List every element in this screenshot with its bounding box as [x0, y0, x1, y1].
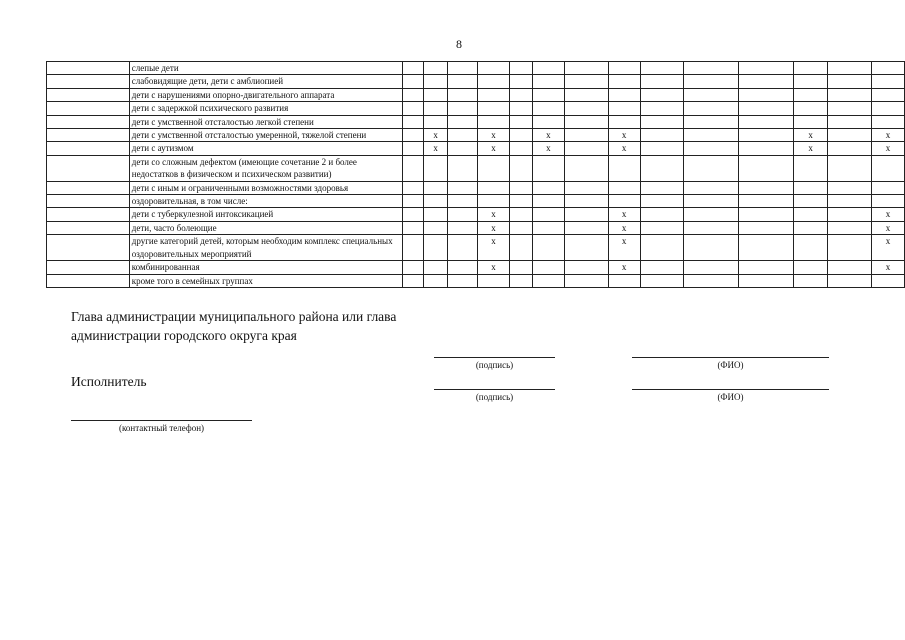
mark-cell — [794, 88, 828, 101]
row-label: дети, часто болеющие — [129, 221, 402, 234]
mark-cell — [794, 181, 828, 194]
mark-cell — [509, 88, 532, 101]
row-group-cell — [47, 75, 130, 88]
mark-cell — [509, 102, 532, 115]
row-group-cell — [47, 142, 130, 155]
name-caption-1: (ФИО) — [717, 360, 744, 370]
row-group-cell — [47, 129, 130, 142]
mark-cell — [532, 274, 564, 287]
mark-cell — [478, 75, 510, 88]
table-row — [47, 102, 905, 115]
mark-cell — [448, 261, 478, 274]
mark-cell — [739, 235, 794, 261]
mark-cell — [448, 142, 478, 155]
mark-cell — [794, 102, 828, 115]
mark-cell — [828, 62, 872, 75]
mark-cell — [448, 129, 478, 142]
mark-cell — [509, 115, 532, 128]
row-group-cell — [47, 181, 130, 194]
mark-cell — [424, 261, 448, 274]
mark-cell — [424, 274, 448, 287]
mark-cell — [871, 115, 904, 128]
mark-cell — [640, 155, 684, 181]
mark-cell: x — [794, 142, 828, 155]
mark-cell — [871, 195, 904, 208]
mark-cell: x — [478, 208, 510, 221]
mark-cell — [448, 221, 478, 234]
mark-cell — [608, 195, 640, 208]
table-row — [47, 181, 905, 194]
mark-cell — [532, 235, 564, 261]
table-row — [47, 88, 905, 101]
table-row — [47, 261, 905, 274]
row-group-cell — [47, 274, 130, 287]
row-label: дети с нарушениями опорно-двигательного аппарата — [129, 88, 402, 101]
mark-cell — [608, 88, 640, 101]
table-row — [47, 274, 905, 287]
mark-cell — [564, 129, 608, 142]
mark-cell — [794, 115, 828, 128]
mark-cell — [794, 208, 828, 221]
mark-cell — [739, 88, 794, 101]
row-group-cell — [47, 261, 130, 274]
mark-cell — [532, 208, 564, 221]
mark-cell — [403, 181, 424, 194]
mark-cell — [640, 88, 684, 101]
mark-cell — [739, 62, 794, 75]
mark-cell — [794, 274, 828, 287]
head-title: Глава администрации муниципального района или глава администрации городского округа края — [71, 309, 397, 343]
mark-cell — [478, 181, 510, 194]
mark-cell: x — [478, 221, 510, 234]
mark-cell — [532, 102, 564, 115]
mark-cell — [509, 195, 532, 208]
mark-cell — [532, 155, 564, 181]
mark-cell — [739, 129, 794, 142]
row-group-cell — [47, 102, 130, 115]
mark-cell — [509, 129, 532, 142]
mark-cell — [828, 88, 872, 101]
mark-cell — [739, 75, 794, 88]
mark-cell — [424, 195, 448, 208]
mark-cell — [794, 195, 828, 208]
mark-cell — [739, 274, 794, 287]
row-label: дети с умственной отсталостью умеренной, тяжелой степени — [129, 129, 402, 142]
mark-cell — [640, 221, 684, 234]
row-group-cell — [47, 221, 130, 234]
mark-cell — [403, 195, 424, 208]
mark-cell — [478, 274, 510, 287]
mark-cell — [448, 75, 478, 88]
mark-cell — [478, 62, 510, 75]
mark-cell — [532, 181, 564, 194]
table-row — [47, 155, 905, 181]
row-group-cell — [47, 208, 130, 221]
mark-cell — [403, 221, 424, 234]
mark-cell — [871, 75, 904, 88]
row-group-cell — [47, 195, 130, 208]
mark-cell — [640, 195, 684, 208]
mark-cell — [448, 115, 478, 128]
mark-cell — [684, 129, 739, 142]
mark-cell — [532, 62, 564, 75]
mark-cell — [403, 102, 424, 115]
mark-cell — [828, 274, 872, 287]
mark-cell — [640, 62, 684, 75]
mark-cell — [532, 221, 564, 234]
mark-cell — [828, 235, 872, 261]
mark-cell — [739, 181, 794, 194]
mark-cell — [684, 221, 739, 234]
mark-cell — [403, 235, 424, 261]
row-group-cell — [47, 115, 130, 128]
mark-cell: x — [478, 142, 510, 155]
mark-cell — [424, 208, 448, 221]
name-line-2 — [632, 389, 829, 390]
mark-cell — [794, 155, 828, 181]
data-table — [46, 61, 905, 288]
row-label: дети с аутизмом — [129, 142, 402, 155]
mark-cell — [564, 208, 608, 221]
mark-cell — [640, 102, 684, 115]
signature-line-2 — [434, 389, 555, 390]
mark-cell — [828, 155, 872, 181]
mark-cell — [424, 235, 448, 261]
mark-cell — [448, 181, 478, 194]
mark-cell — [403, 274, 424, 287]
mark-cell — [871, 155, 904, 181]
mark-cell — [448, 274, 478, 287]
signature-line-1 — [434, 357, 555, 358]
row-label: оздоровительная, в том числе: — [129, 195, 402, 208]
mark-cell — [739, 115, 794, 128]
mark-cell — [532, 195, 564, 208]
mark-cell — [424, 62, 448, 75]
mark-cell — [564, 88, 608, 101]
mark-cell — [608, 62, 640, 75]
mark-cell — [739, 261, 794, 274]
table-row — [47, 75, 905, 88]
mark-cell — [478, 195, 510, 208]
table-row — [47, 235, 905, 261]
mark-cell: x — [871, 221, 904, 234]
mark-cell — [794, 221, 828, 234]
mark-cell — [608, 181, 640, 194]
mark-cell — [739, 142, 794, 155]
mark-cell — [564, 155, 608, 181]
mark-cell — [403, 75, 424, 88]
mark-cell — [794, 75, 828, 88]
mark-cell — [509, 62, 532, 75]
row-label: дети с туберкулезной интоксикацией — [129, 208, 402, 221]
mark-cell — [828, 115, 872, 128]
row-label: кроме того в семейных группах — [129, 274, 402, 287]
mark-cell — [640, 129, 684, 142]
signature-caption-1: (подпись) — [475, 360, 514, 370]
mark-cell — [871, 274, 904, 287]
row-group-cell — [47, 62, 130, 75]
mark-cell — [448, 208, 478, 221]
mark-cell — [403, 155, 424, 181]
mark-cell: x — [871, 142, 904, 155]
mark-cell — [564, 274, 608, 287]
mark-cell — [532, 88, 564, 101]
table-row — [47, 195, 905, 208]
mark-cell — [532, 115, 564, 128]
mark-cell — [608, 274, 640, 287]
page-number: 8 — [456, 37, 462, 51]
mark-cell — [684, 235, 739, 261]
mark-cell — [509, 261, 532, 274]
mark-cell: x — [478, 235, 510, 261]
table-row — [47, 115, 905, 128]
mark-cell: x — [608, 221, 640, 234]
mark-cell — [640, 115, 684, 128]
mark-cell — [684, 102, 739, 115]
mark-cell: x — [871, 129, 904, 142]
mark-cell — [608, 115, 640, 128]
row-label: дети с иным и ограниченными возможностями здоровья — [129, 181, 402, 194]
mark-cell — [684, 142, 739, 155]
mark-cell — [640, 208, 684, 221]
mark-cell: x — [608, 261, 640, 274]
mark-cell — [424, 115, 448, 128]
mark-cell — [564, 221, 608, 234]
mark-cell — [509, 235, 532, 261]
mark-cell — [532, 75, 564, 88]
name-line-1 — [632, 357, 829, 358]
mark-cell: x — [608, 129, 640, 142]
mark-cell — [424, 181, 448, 194]
mark-cell — [828, 102, 872, 115]
table-body — [47, 62, 905, 288]
mark-cell — [403, 62, 424, 75]
mark-cell: x — [424, 142, 448, 155]
mark-cell — [448, 88, 478, 101]
mark-cell — [564, 75, 608, 88]
mark-cell: x — [871, 261, 904, 274]
row-label: другие категорий детей, которым необходим комплекс специальных оздоровительных мероприятий — [129, 235, 402, 261]
signature-caption-2: (подпись) — [475, 392, 514, 402]
mark-cell — [828, 75, 872, 88]
mark-cell: x — [532, 142, 564, 155]
mark-cell — [828, 195, 872, 208]
mark-cell — [509, 208, 532, 221]
mark-cell — [424, 221, 448, 234]
mark-cell — [403, 208, 424, 221]
mark-cell — [684, 88, 739, 101]
row-group-cell — [47, 235, 130, 261]
mark-cell — [478, 115, 510, 128]
mark-cell — [640, 274, 684, 287]
table-row — [47, 142, 905, 155]
mark-cell: x — [478, 261, 510, 274]
mark-cell — [739, 195, 794, 208]
mark-cell — [794, 62, 828, 75]
mark-cell — [448, 62, 478, 75]
mark-cell — [794, 235, 828, 261]
mark-cell: x — [608, 142, 640, 155]
mark-cell — [403, 142, 424, 155]
row-label: дети с умственной отсталостью легкой степени — [129, 115, 402, 128]
mark-cell: x — [532, 129, 564, 142]
mark-cell — [564, 102, 608, 115]
mark-cell — [739, 102, 794, 115]
mark-cell — [739, 155, 794, 181]
mark-cell — [871, 88, 904, 101]
mark-cell — [871, 62, 904, 75]
mark-cell: x — [608, 208, 640, 221]
mark-cell — [684, 195, 739, 208]
row-label: дети с задержкой психического развития — [129, 102, 402, 115]
mark-cell — [478, 102, 510, 115]
name-caption-2: (ФИО) — [717, 392, 744, 402]
phone-line — [71, 420, 252, 421]
mark-cell — [564, 115, 608, 128]
mark-cell — [403, 88, 424, 101]
mark-cell — [448, 102, 478, 115]
mark-cell — [871, 181, 904, 194]
row-label: слепые дети — [129, 62, 402, 75]
row-label: дети со сложным дефектом (имеющие сочетание 2 и более недостатков в физическом и психическом развитии) — [129, 155, 402, 181]
row-label: комбинированная — [129, 261, 402, 274]
mark-cell — [684, 274, 739, 287]
mark-cell — [828, 129, 872, 142]
mark-cell — [640, 75, 684, 88]
mark-cell — [739, 208, 794, 221]
mark-cell — [424, 88, 448, 101]
mark-cell — [828, 181, 872, 194]
mark-cell — [684, 181, 739, 194]
mark-cell — [684, 261, 739, 274]
mark-cell — [478, 155, 510, 181]
mark-cell — [684, 208, 739, 221]
mark-cell — [509, 155, 532, 181]
mark-cell — [403, 115, 424, 128]
mark-cell — [828, 261, 872, 274]
mark-cell — [564, 235, 608, 261]
mark-cell — [640, 261, 684, 274]
mark-cell — [564, 195, 608, 208]
mark-cell — [640, 142, 684, 155]
table-row — [47, 129, 905, 142]
table-row — [47, 221, 905, 234]
mark-cell — [564, 62, 608, 75]
mark-cell — [739, 221, 794, 234]
mark-cell: x — [871, 208, 904, 221]
mark-cell — [794, 261, 828, 274]
row-group-cell — [47, 155, 130, 181]
mark-cell — [478, 88, 510, 101]
mark-cell — [640, 235, 684, 261]
mark-cell — [509, 181, 532, 194]
mark-cell — [640, 181, 684, 194]
table-row — [47, 62, 905, 75]
mark-cell — [448, 195, 478, 208]
mark-cell — [424, 75, 448, 88]
executor-label: Исполнитель — [71, 374, 147, 389]
mark-cell: x — [871, 235, 904, 261]
mark-cell: x — [794, 129, 828, 142]
mark-cell — [564, 261, 608, 274]
mark-cell — [424, 155, 448, 181]
mark-cell — [532, 261, 564, 274]
mark-cell — [509, 221, 532, 234]
mark-cell — [684, 75, 739, 88]
mark-cell — [509, 274, 532, 287]
row-label: слабовидящие дети, дети с амблиопией — [129, 75, 402, 88]
mark-cell — [871, 102, 904, 115]
mark-cell — [403, 129, 424, 142]
mark-cell — [564, 181, 608, 194]
mark-cell: x — [424, 129, 448, 142]
mark-cell — [684, 115, 739, 128]
mark-cell: x — [608, 235, 640, 261]
mark-cell — [828, 221, 872, 234]
mark-cell — [684, 155, 739, 181]
table-row — [47, 208, 905, 221]
mark-cell — [564, 142, 608, 155]
mark-cell — [448, 155, 478, 181]
mark-cell — [424, 102, 448, 115]
mark-cell — [828, 208, 872, 221]
mark-cell — [448, 235, 478, 261]
row-group-cell — [47, 88, 130, 101]
mark-cell — [608, 102, 640, 115]
mark-cell — [684, 62, 739, 75]
mark-cell — [509, 75, 532, 88]
phone-caption: (контактный телефон) — [118, 423, 205, 433]
mark-cell — [608, 155, 640, 181]
mark-cell — [828, 142, 872, 155]
mark-cell: x — [478, 129, 510, 142]
mark-cell — [403, 261, 424, 274]
mark-cell — [608, 75, 640, 88]
mark-cell — [509, 142, 532, 155]
